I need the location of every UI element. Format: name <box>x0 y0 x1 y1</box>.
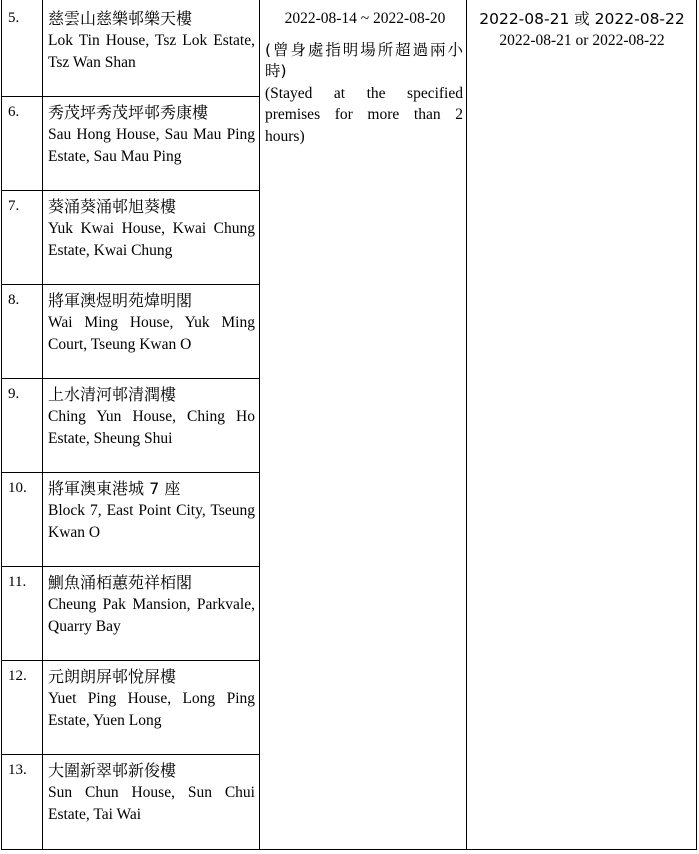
premises-cell <box>48 196 255 261</box>
premises-name-zh: 秀茂坪秀茂坪邨秀康樓 <box>48 103 209 122</box>
test-dates-zh: 2022-08-21 或 2022-08-22 <box>479 10 685 28</box>
premises-name-zh: 元朗朗屏邨悅屏樓 <box>48 667 177 686</box>
table-row <box>0 752 260 848</box>
premises-name-en: Sun Chun House, Sun Chui Estate, Tai Wai <box>48 784 255 823</box>
stay-period-cell <box>265 8 463 147</box>
premises-name-zh: 上水清河邨清潤樓 <box>48 385 177 404</box>
table-row <box>0 94 260 190</box>
table-row <box>0 282 260 378</box>
table-border-right <box>696 0 697 850</box>
premises-name-en: Ching Yun House, Ching Ho Estate, Sheung Shui <box>48 408 255 447</box>
premises-name-en: Wai Ming House, Yuk Ming Court, Tseung Kwan O <box>48 314 255 353</box>
premises-name-en: Yuet Ping House, Long Ping Estate, Yuen Long <box>48 690 255 729</box>
table-border-bottom <box>1 849 697 850</box>
table-row <box>0 564 260 660</box>
premises-cell <box>48 666 255 731</box>
row-number: 8. <box>8 292 20 308</box>
premises-name-en: Yuk Kwai House, Kwai Chung Estate, Kwai Chung <box>48 220 255 259</box>
premises-name-zh: 將軍澳煜明苑煒明閣 <box>48 291 193 310</box>
premises-name-zh: 將軍澳東港城 7 座 <box>48 479 181 498</box>
table-row <box>0 188 260 284</box>
premises-name-en: Sau Hong House, Sau Mau Ping Estate, Sau Mau Ping <box>48 126 255 165</box>
premises-name-en: Block 7, East Point City, Tseung Kwan O <box>48 502 255 541</box>
premises-cell <box>48 384 255 449</box>
row-number: 13. <box>8 762 27 778</box>
row-number: 11. <box>8 574 27 590</box>
premises-name-zh: 葵涌葵涌邨旭葵樓 <box>48 197 177 216</box>
stay-date-range: 2022-08-14 ~ 2022-08-20 <box>284 10 446 27</box>
premises-name-en: Lok Tin House, Tsz Lok Estate, Tsz Wan Shan <box>48 32 255 71</box>
row-number: 7. <box>8 198 20 214</box>
premises-name-zh: 大圍新翠邨新俊樓 <box>48 761 177 780</box>
stay-note-zh: (曾身處指明場所超過兩小時) <box>265 40 463 80</box>
premises-cell <box>48 572 255 637</box>
table-row <box>0 470 260 566</box>
column-divider-period <box>466 0 467 850</box>
premises-cell <box>48 478 255 543</box>
row-number: 6. <box>8 104 20 120</box>
table-row <box>0 658 260 754</box>
premises-cell <box>48 760 255 825</box>
table-row <box>0 0 260 96</box>
row-number: 12. <box>8 668 27 684</box>
table-row <box>0 376 260 472</box>
premises-name-zh: 慈雲山慈樂邨樂天樓 <box>48 9 193 28</box>
premises-cell <box>48 8 255 73</box>
row-number: 9. <box>8 386 20 402</box>
premises-name-zh: 鰂魚涌栢蕙苑祥栢閣 <box>48 573 193 592</box>
test-dates-cell <box>468 8 696 52</box>
premises-name-en: Cheung Pak Mansion, Parkvale, Quarry Bay <box>48 596 255 635</box>
test-dates-en: 2022-08-21 or 2022-08-22 <box>499 32 665 49</box>
row-number: 5. <box>8 10 20 26</box>
stay-note-en: (Stayed at the specified premises for more than 2 hours) <box>265 84 463 145</box>
premises-cell <box>48 102 255 167</box>
row-number: 10. <box>8 480 27 496</box>
premises-cell <box>48 290 255 355</box>
